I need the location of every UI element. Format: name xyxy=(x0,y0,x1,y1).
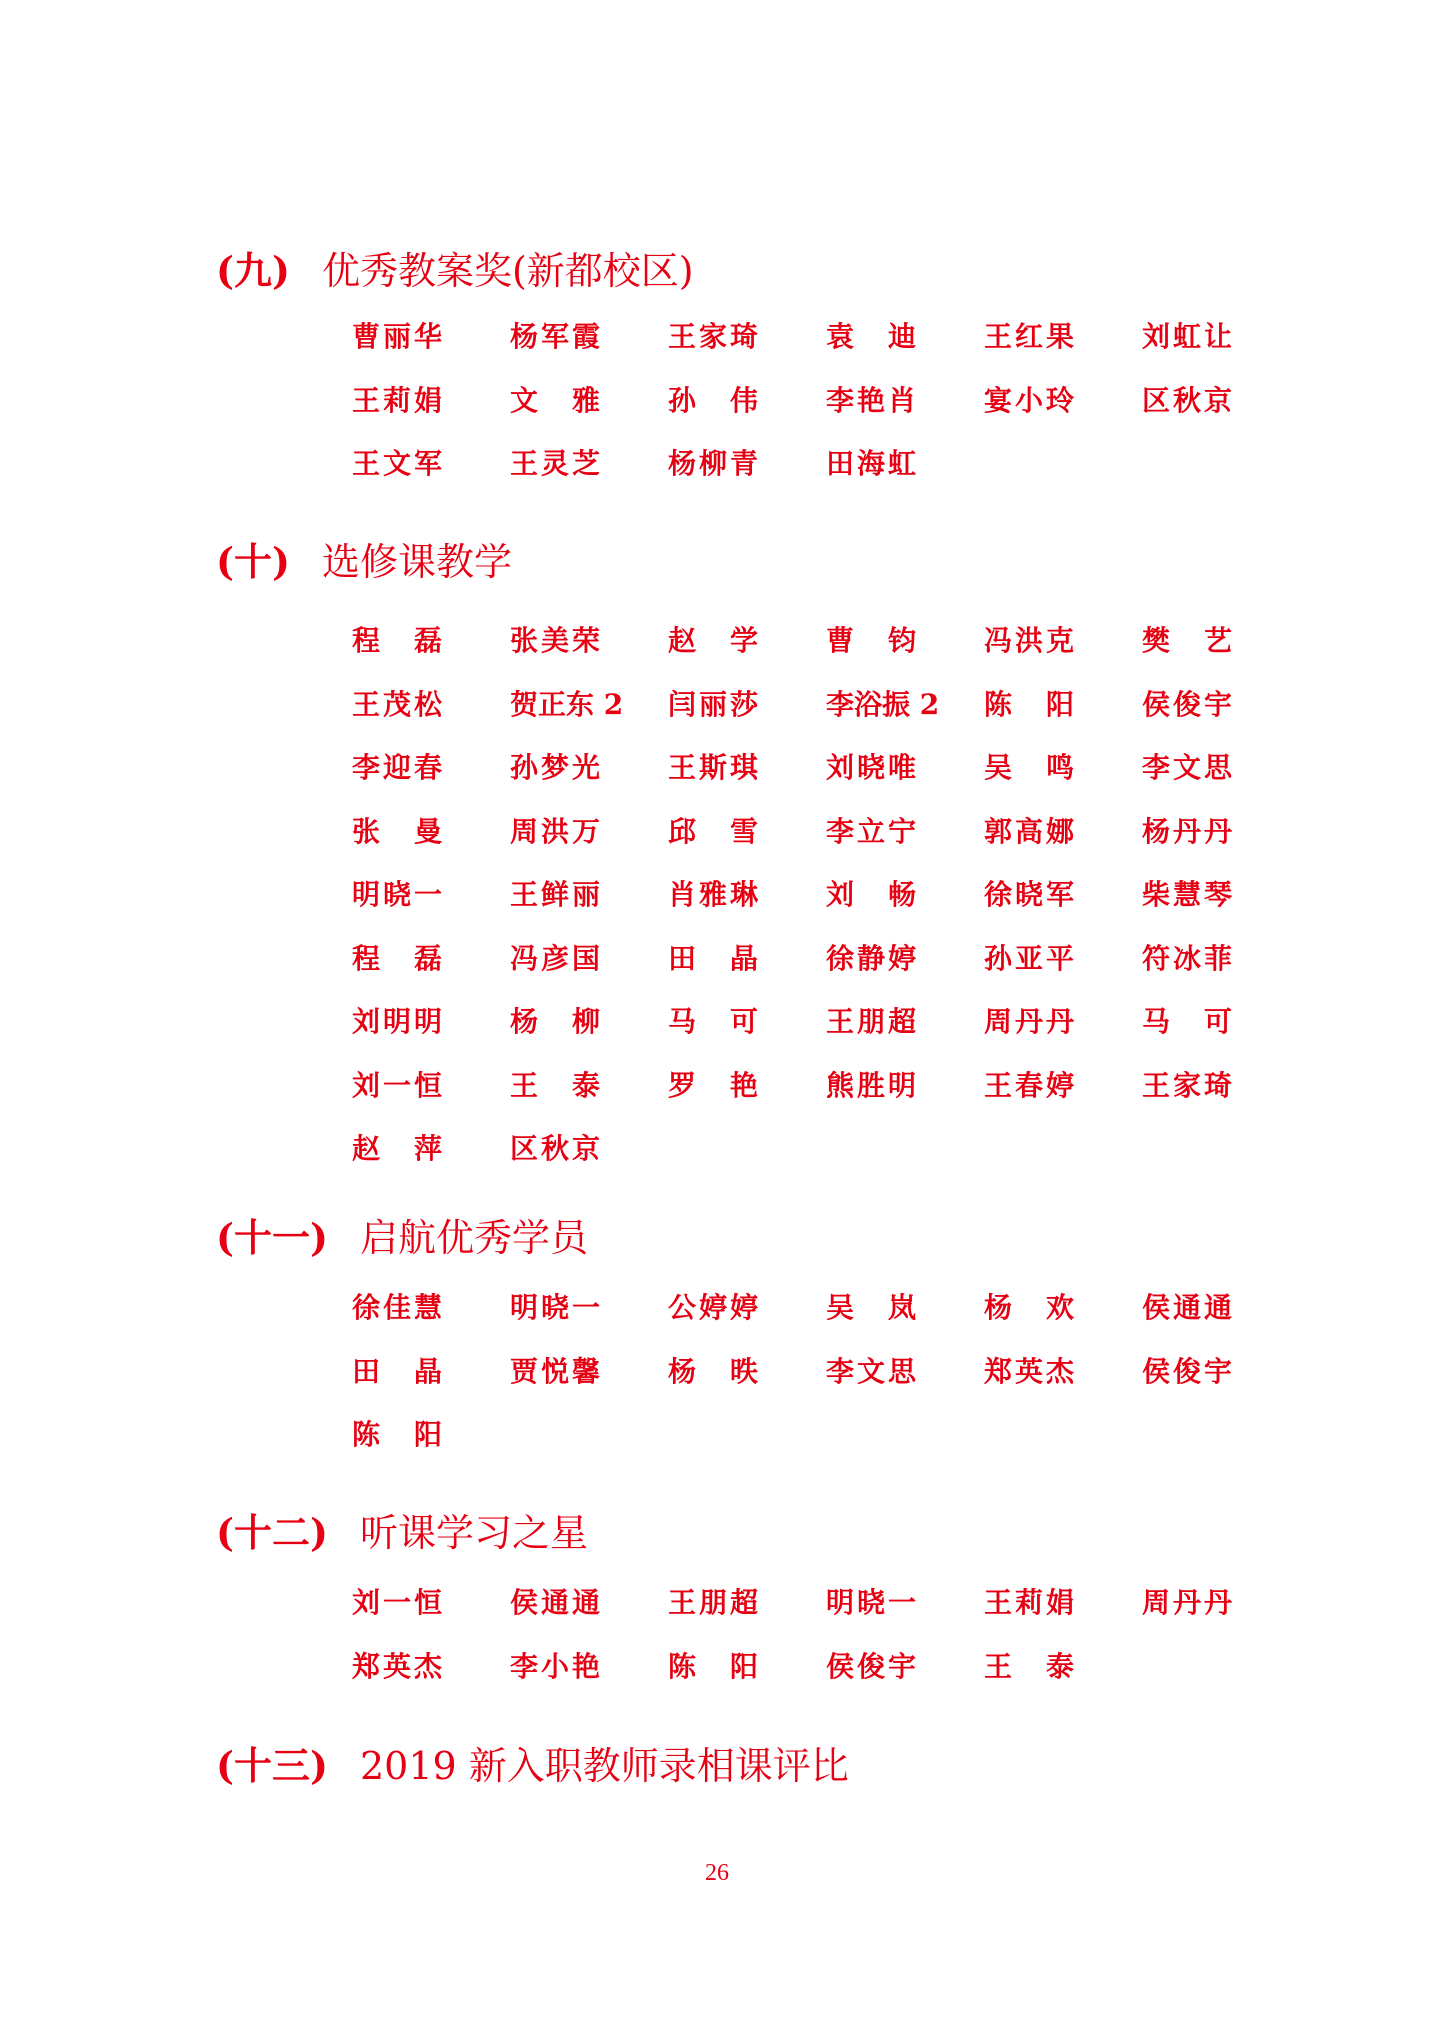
award-name: 杨军霞 xyxy=(510,320,600,353)
award-name: 闫丽莎 xyxy=(668,687,758,721)
award-name: 李浴振 2 xyxy=(826,687,940,721)
award-name: 陈 阳 xyxy=(352,1418,442,1451)
award-name: 陈 阳 xyxy=(984,687,1074,721)
award-name: 曹丽华 xyxy=(352,320,442,353)
name-list xyxy=(352,621,1252,1193)
award-name: 王莉娟 xyxy=(352,383,442,417)
award-name: 文 雅 xyxy=(510,383,600,417)
award-name: 杨柳青 xyxy=(668,447,758,480)
award-name: 张美荣 xyxy=(510,624,600,657)
award-name: 陈 阳 xyxy=(668,1649,758,1683)
award-name: 吴 岚 xyxy=(826,1291,916,1324)
award-name: 徐佳慧 xyxy=(352,1291,442,1324)
award-name: 王莉娟 xyxy=(984,1586,1074,1619)
section-heading xyxy=(216,237,694,297)
award-name: 程 磊 xyxy=(352,624,442,657)
award-name: 李迎春 xyxy=(352,751,442,784)
award-name: 柴慧琴 xyxy=(1142,878,1232,911)
section-title: 启航优秀学员 xyxy=(359,1215,588,1260)
award-name: 王 泰 xyxy=(984,1649,1074,1683)
award-name: 赵 萍 xyxy=(352,1132,442,1165)
award-name: 贾悦馨 xyxy=(510,1354,600,1388)
award-name: 樊 艺 xyxy=(1142,624,1232,657)
page-number: 26 xyxy=(705,1860,729,1886)
award-name: 贺正东 2 xyxy=(510,687,624,721)
award-name: 王春婷 xyxy=(984,1068,1074,1102)
award-name: 郑英杰 xyxy=(984,1354,1074,1388)
award-name: 田海虹 xyxy=(826,447,916,480)
award-name: 杨丹丹 xyxy=(1142,814,1232,848)
section-number: (十二) xyxy=(216,1509,328,1555)
award-name: 李文思 xyxy=(1142,751,1232,784)
award-name: 郑英杰 xyxy=(352,1649,442,1683)
section-heading xyxy=(216,1499,588,1559)
award-name: 熊胜明 xyxy=(826,1068,916,1102)
award-name: 罗 艳 xyxy=(668,1068,758,1102)
award-name: 张 曼 xyxy=(352,814,442,848)
award-name: 田 晶 xyxy=(668,941,758,975)
award-name: 周丹丹 xyxy=(1142,1586,1232,1619)
award-name: 冯彦国 xyxy=(510,941,600,975)
award-name: 孙 伟 xyxy=(668,383,758,417)
section-number: (十) xyxy=(216,538,290,584)
award-name: 邱 雪 xyxy=(668,814,758,848)
award-name: 王鲜丽 xyxy=(510,878,600,911)
award-name: 王灵芝 xyxy=(510,447,600,480)
award-name: 吴 鸣 xyxy=(984,751,1074,784)
award-name: 明晓一 xyxy=(826,1586,916,1619)
award-name: 杨 柳 xyxy=(510,1005,600,1038)
award-name: 孙梦光 xyxy=(510,751,600,784)
award-name: 明晓一 xyxy=(352,878,442,911)
award-name: 王文军 xyxy=(352,447,442,480)
award-name: 区秋京 xyxy=(510,1132,600,1165)
award-name: 王朋超 xyxy=(668,1586,758,1619)
award-name: 王 泰 xyxy=(510,1068,600,1102)
name-list xyxy=(352,1288,1252,1479)
award-name: 侯俊宇 xyxy=(826,1649,916,1683)
section-title: 选修课教学 xyxy=(321,539,512,584)
award-name: 袁 迪 xyxy=(826,320,916,353)
section-title: 优秀教案奖(新都校区) xyxy=(321,248,694,293)
award-name: 王家琦 xyxy=(668,320,758,353)
award-name: 刘明明 xyxy=(352,1005,442,1038)
award-name: 侯通通 xyxy=(1142,1291,1232,1324)
award-name: 程 磊 xyxy=(352,941,442,975)
award-name: 刘晓唯 xyxy=(826,751,916,784)
award-name: 周丹丹 xyxy=(984,1005,1074,1038)
award-name: 马 可 xyxy=(668,1005,758,1038)
award-name: 徐静婷 xyxy=(826,941,916,975)
award-name: 符冰菲 xyxy=(1142,941,1232,975)
award-name: 刘一恒 xyxy=(352,1068,442,1102)
award-name: 区秋京 xyxy=(1142,383,1232,417)
section-number: (十三) xyxy=(216,1742,328,1788)
award-name: 曹 钧 xyxy=(826,624,916,657)
award-name: 侯俊宇 xyxy=(1142,687,1232,721)
award-name: 刘虹让 xyxy=(1142,320,1232,353)
award-name: 侯俊宇 xyxy=(1142,1354,1232,1388)
award-name: 徐晓军 xyxy=(984,878,1074,911)
award-name: 刘 畅 xyxy=(826,878,916,911)
award-name: 公婷婷 xyxy=(668,1291,758,1324)
award-name: 王家琦 xyxy=(1142,1068,1232,1102)
award-name: 李立宁 xyxy=(826,814,916,848)
award-name: 孙亚平 xyxy=(984,941,1074,975)
award-name: 王红果 xyxy=(984,320,1074,353)
award-name: 王朋超 xyxy=(826,1005,916,1038)
section-title: 2019 新入职教师录相课评比 xyxy=(359,1743,849,1788)
section-number: (十一) xyxy=(216,1214,328,1260)
section-heading xyxy=(216,528,512,588)
award-name: 郭高娜 xyxy=(984,814,1074,848)
section-heading xyxy=(216,1204,588,1264)
award-name: 侯通通 xyxy=(510,1586,600,1619)
award-name: 冯洪克 xyxy=(984,624,1074,657)
award-name: 杨 昳 xyxy=(668,1354,758,1388)
section-heading xyxy=(216,1732,849,1792)
award-name: 周洪万 xyxy=(510,814,600,848)
award-name: 李文思 xyxy=(826,1354,916,1388)
name-list xyxy=(352,1583,1252,1710)
award-name: 赵 学 xyxy=(668,624,758,657)
award-name: 李艳肖 xyxy=(826,383,916,417)
award-name: 肖雅琳 xyxy=(668,878,758,911)
award-name: 李小艳 xyxy=(510,1649,600,1683)
section-title: 听课学习之星 xyxy=(359,1510,588,1555)
award-name: 马 可 xyxy=(1142,1005,1232,1038)
section-number: (九) xyxy=(216,247,290,293)
award-name: 宴小玲 xyxy=(984,383,1074,417)
award-name: 王茂松 xyxy=(352,687,442,721)
award-name: 田 晶 xyxy=(352,1354,442,1388)
award-name: 王斯琪 xyxy=(668,751,758,784)
award-name: 明晓一 xyxy=(510,1291,600,1324)
name-list xyxy=(352,317,1252,508)
award-name: 刘一恒 xyxy=(352,1586,442,1619)
award-name: 杨 欢 xyxy=(984,1291,1074,1324)
